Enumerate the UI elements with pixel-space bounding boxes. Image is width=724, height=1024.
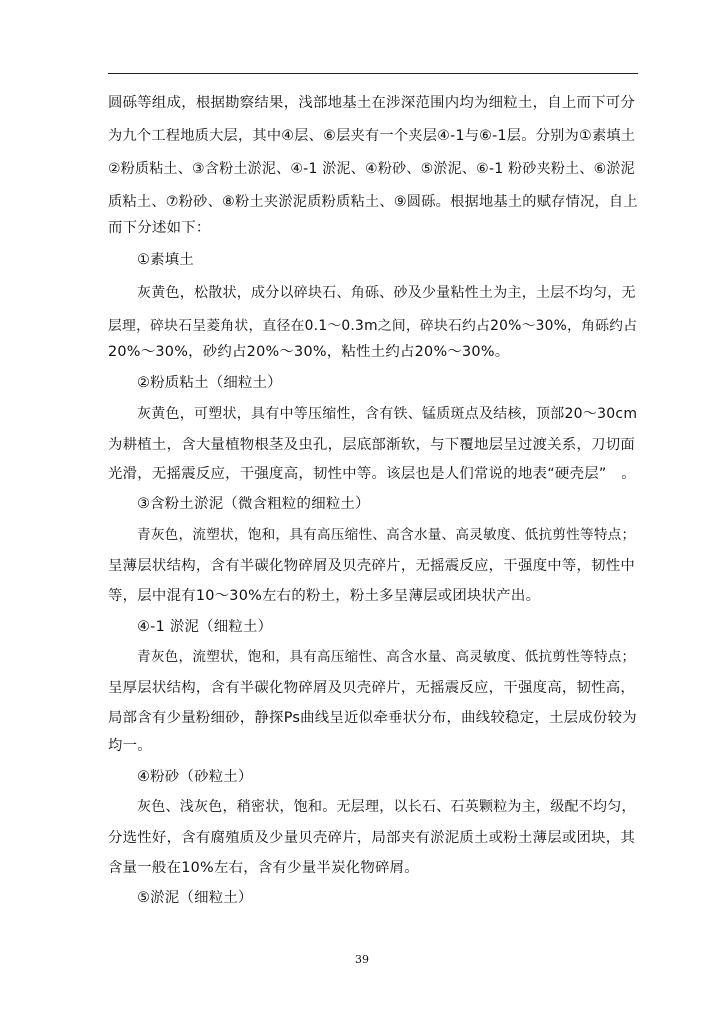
text-line: 圆砾等组成，根据勘察结果，浅部地基土在涉深范围内均为细粒土，自上而下可分 (108, 95, 636, 111)
text-line: 20%～30%，砂约占20%～30%，粘性土约占20%～30%。 (108, 344, 510, 360)
text-line: 灰色、浅灰色，稍密状，饱和。无层理，以长石、石英颗粒为主，级配不均匀， (137, 799, 636, 815)
text-line: 灰黄色，可塑状，具有中等压缩性，含有铁、锰质斑点及结核，顶部20～30cm (137, 406, 638, 422)
text-line: 光滑，无摇震反应，干强度高，韧性中等。该层也是人们常说的地表“硬壳层” 。 (108, 466, 636, 482)
section-heading: ①素填土 (137, 252, 195, 268)
text-line: 质粘土、⑦粉砂、⑧粉土夹淤泥质粉质粘土、⑨圆砾。根据地基土的赋存情况，自上 (108, 194, 638, 210)
text-line: 青灰色，流塑状，饱和，具有高压缩性、高含水量、高灵敏度、低抗剪性等特点； (137, 527, 636, 543)
section-heading: ⑤淤泥（细粒土） (137, 890, 253, 906)
text-line: 呈厚层状结构，含有半碳化物碎屑及贝壳碎片，无摇震反应，干强度高，韧性高， (108, 680, 636, 696)
text-line: 均一。 (108, 738, 152, 754)
section-heading: ④粉砂（砂粒土） (137, 769, 253, 785)
text-line: 等，层中混有10～30%左右的粉土，粉土多呈薄层或团块状产出。 (108, 588, 541, 604)
text-line: 局部含有少量粉细砂，静探Ps曲线呈近似牵垂状分布，曲线较稳定，土层成份较为 (108, 710, 637, 726)
text-line: 为九个工程地质大层，其中④层、⑥层夹有一个夹层④-1与⑥-1层。分别为①素填土 (108, 128, 636, 144)
text-line: 呈薄层状结构，含有半碳化物碎屑及贝壳碎片，无摇震反应，干强度中等，韧性中 (108, 558, 636, 574)
section-heading: ②粉质粘土（细粒土） (137, 375, 282, 391)
text-line: 而下分述如下： (108, 220, 211, 236)
section-heading: ④-1 淤泥（细粒土） (137, 619, 273, 635)
text-line: 青灰色，流塑状，饱和，具有高压缩性、高含水量、高灵敏度、低抗剪性等特点； (137, 649, 636, 665)
text-line: 含量一般在10%左右，含有少量半炭化物碎屑。 (108, 860, 419, 876)
text-line: 层理，碎块石呈菱角状，直径在0.1～0.3m之间，碎块石约占20%～30%，角砾约占 (108, 318, 638, 334)
section-heading: ③含粉土淤泥（微含粗粒的细粒土） (137, 496, 370, 512)
text-line: 分选性好，含有腐殖质及少量贝壳碎片，局部夹有淤泥质土或粉土薄层或团块，其 (108, 830, 636, 846)
text-line: 灰黄色，松散状，成分以碎块石、角砾、砂及少量粘性土为主，土层不均匀，无 (137, 285, 636, 301)
text-line: 为耕植土，含大量植物根茎及虫孔，层底部渐软，与下覆地层呈过渡关系，刀切面 (108, 437, 636, 453)
header-rule (108, 73, 638, 74)
page-number: 39 (355, 953, 369, 966)
text-line: ②粉质粘土、③含粉土淤泥、④-1 淤泥、④粉砂、⑤淤泥、⑥-1 粉砂夹粉土、⑥淤泥 (108, 161, 635, 177)
